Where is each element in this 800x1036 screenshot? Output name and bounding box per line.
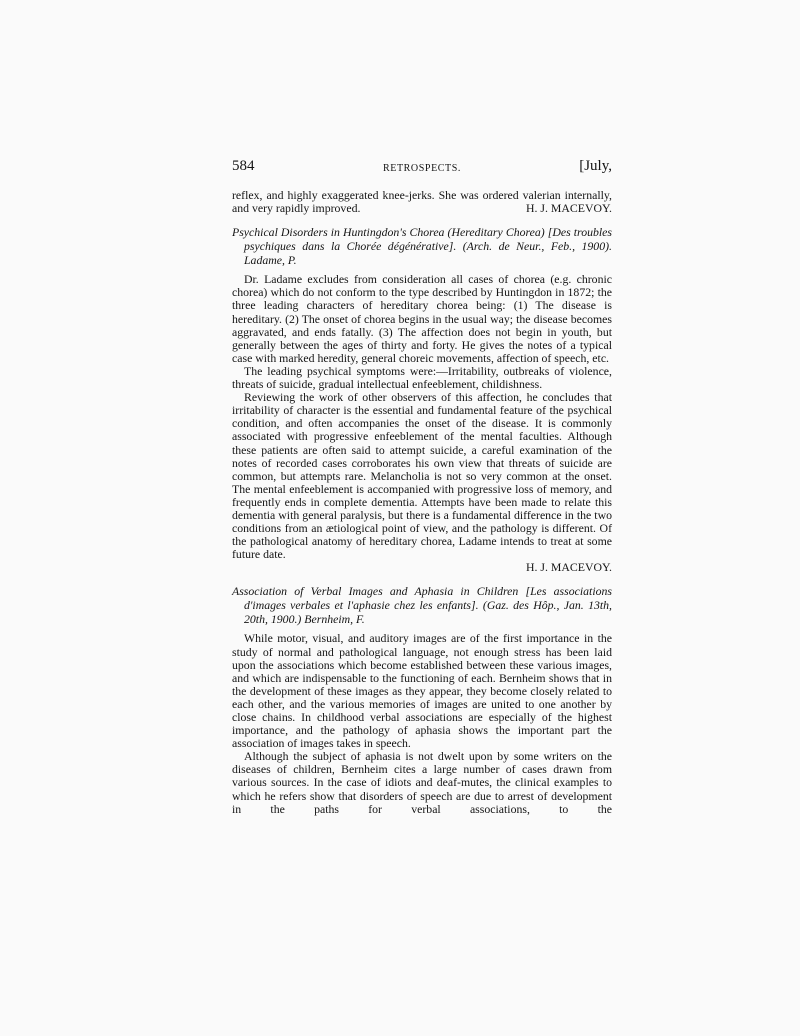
article-1-paragraph: Reviewing the work of other observers of this affection, he concludes that irritability of character is the essential and fundamental feature of the psychical condition, and often accompanies the onset of the disease. It is commonly associated with progressive enfeeblement of the mental faculties. Although these patients are often said to attempt suicide, a careful examination of the notes of recorded cases corroborates his own view that threats of suicide are common, but attempts rare. Melancholia is not so very common at the onset. The mental enfeeblement is accompanied with progressive loss of memory, and frequently ends in complete dementia. Attempts have been made to relate this dementia with general paralysis, but there is a fundamental difference in the two conditions from an ætiological point of view, and the pathology is different. Of the pathological anatomy of hereditary chorea, Ladame intends to treat at some future date. [232,390,612,562]
continuation-text: reflex, and highly exaggerated knee-jerks. She was ordered valerian internally, and very rapidly improved. [232,188,612,216]
journal-page [232,160,612,816]
continuation-signature: H. J. MACEVOY. [526,201,612,216]
article-1-title [232,225,612,267]
article-1-citation: (Arch. de Neur., Feb., 1900). [462,239,612,254]
article-1-author: Ladame, P. [244,253,297,268]
article-1-signature: H. J. MACEVOY. [526,560,612,575]
article-1-paragraph: Dr. Ladame excludes from consideration all cases of chorea (e.g. chronic chorea) which do not conform to the type described by Huntingdon in 1872; the three leading characters of hereditary chorea being: (1) The disease is hereditary. (2) The onset of chorea begins in the usual way; the disease becomes aggravated, and ends fatally. (3) The affection does not begin in youth, but generally between the ages of thirty and forty. He gives the notes of a typical case with marked heredity, general choreic movements, affection of speech, etc. [232,272,612,365]
article-2-citation: (Gaz. des Hôp., Jan. 13th, 20th, 1900.) [244,598,613,627]
article-2-paragraph: While motor, visual, and auditory images are of the first importance in the study of normal and pathological language, not enough stress has been laid upon the associations which become established between these various images, and which are indispensable to the functioning of each. Bernheim shows that in the development of these images as they appear, they become closely related to each other, and the various memories of images are united to one another by close chains. In childhood verbal associations are especially of the highest importance, and the pathology of aphasia shows the important part the association of images takes in speech. [232,631,612,751]
running-head [232,160,612,178]
article-2-author: Bernheim, F. [304,612,365,627]
article-1-paragraph: The leading psychical symptoms were:—Irritability, outbreaks of violence, threats of suicide, gradual intellectual enfeeblement, childishness. [232,363,612,392]
article-2-paragraph: Although the subject of aphasia is not dwelt upon by some writers on the diseases of children, Bernheim cites a large number of cases drawn from various sources. In the case of idiots and deaf-mutes, the clinical examples to which he refers show that disorders of speech are due to arrest of development in the paths for verbal associations, to the [232,749,612,816]
article-2-title [232,584,612,626]
page-number: 584 [232,158,255,174]
article-1-title-text: Psychical Disorders in Huntingdon's Chorea (Hereditary Chorea) [Des troubles psychiques dans la Chorée dégénérative]. [232,225,612,254]
issue-date: [July, [579,158,612,174]
article-2-title-text: Association of Verbal Images and Aphasia in Children [Les associations d'images verbales et l'aphasie chez les enfants]. [232,584,612,613]
running-title: RETROSPECTS. [382,163,462,174]
